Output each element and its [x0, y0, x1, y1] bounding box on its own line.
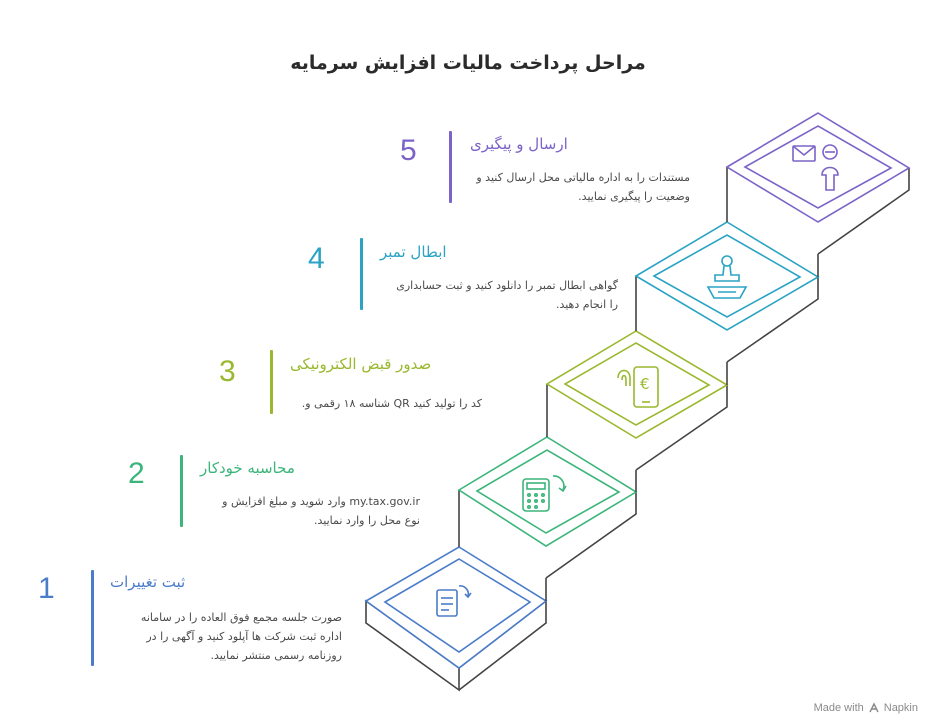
diagram-title: مراحل پرداخت مالیات افزایش سرمایه: [290, 52, 646, 74]
made-with-label: Made with: [813, 702, 864, 714]
step-4-number: 4: [308, 242, 325, 275]
step-1-title: ثبت تغییرات: [110, 573, 186, 591]
step-1-bar: [91, 570, 94, 666]
napkin-brand-label: Napkin: [883, 702, 918, 714]
napkin-logo-icon: [868, 702, 880, 714]
step-2-number: 2: [128, 457, 145, 490]
step-4-desc-line-1: گواهی ابطال تمبر را دانلود کنید و ثبت حسابداری: [396, 279, 618, 292]
made-with-napkin-footer: [814, 702, 918, 714]
step-4-description: [380, 276, 618, 314]
step-3-bar: [270, 350, 273, 414]
step-1-desc-line-2: اداره ثبت شرکت ها آپلود کنید و آگهی را در: [146, 630, 342, 643]
step-5-description: [470, 168, 690, 206]
step-2-bar: [180, 455, 183, 527]
step-5-title: ارسال و پیگیری: [470, 135, 568, 153]
step-2-desc-line-2: نوع محل را وارد نمایید.: [314, 514, 420, 527]
step-2-title: محاسبه خودکار: [200, 459, 295, 477]
step-4-bar: [360, 238, 363, 310]
step-2-desc-line-1: my.tax.gov.ir وارد شوید و مبلغ افزایش و: [222, 495, 420, 508]
step-3-description: [290, 394, 482, 413]
svg-text:€: €: [640, 375, 650, 393]
stair-step-1: [366, 547, 546, 690]
step-4-title: ابطال تمبر: [380, 243, 447, 261]
step-5-bar: [449, 131, 452, 203]
step-1-description: [110, 608, 342, 665]
step-1-number: 1: [38, 572, 55, 605]
step-3-number: 3: [219, 355, 236, 388]
step-5-desc-line-2: وضعیت را پیگیری نمایید.: [578, 190, 690, 203]
step-1-desc-line-3: روزنامه رسمی منتشر نمایید.: [210, 649, 342, 662]
step-3-desc-line-1: کد را تولید کنید QR شناسه ۱۸ رقمی و.: [301, 397, 482, 410]
step-1-desc-line-1: صورت جلسه مجمع فوق العاده را در سامانه: [140, 611, 342, 624]
step-5-number: 5: [400, 134, 417, 167]
step-3-title: صدور قبض الکترونیکی: [290, 355, 432, 373]
step-5-desc-line-1: مستندات را به اداره مالیاتی محل ارسال کنید و: [476, 171, 690, 184]
step-4-desc-line-2: را انجام دهید.: [555, 298, 618, 311]
step-2-description: [200, 492, 420, 530]
